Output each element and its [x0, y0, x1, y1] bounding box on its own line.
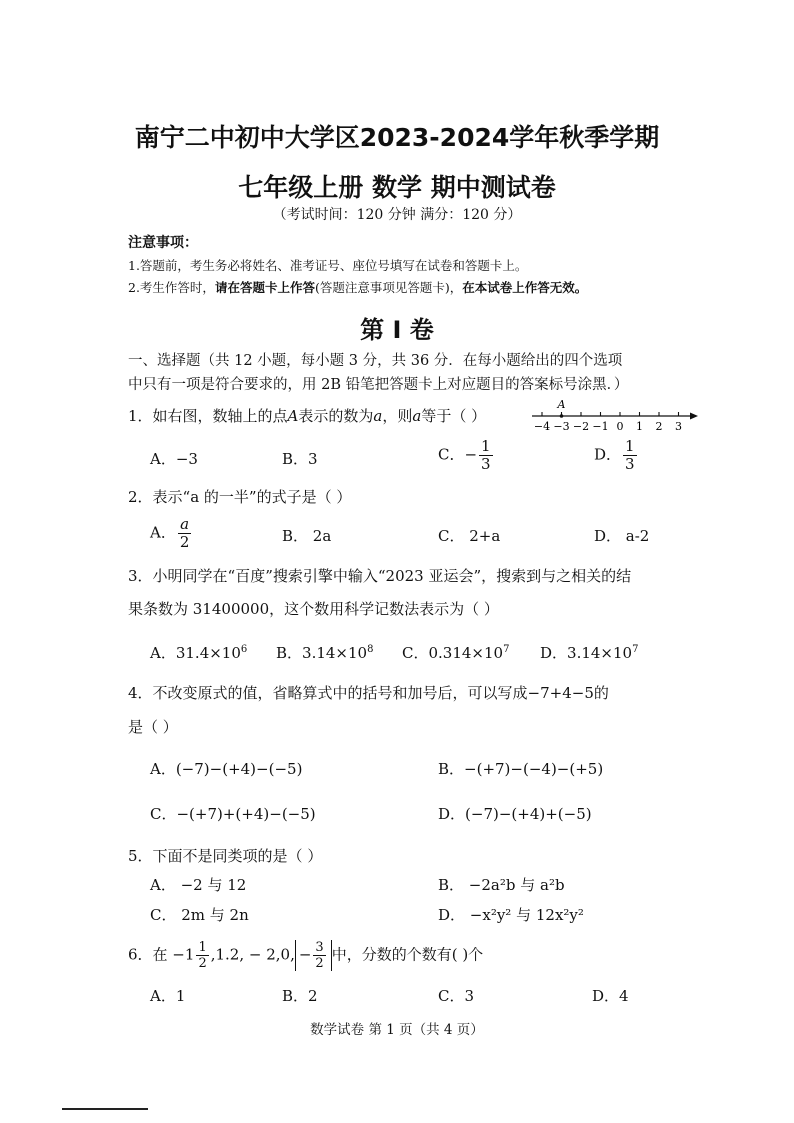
question-6-option-a[interactable]: A．1 — [150, 987, 186, 1005]
question-2-option-c[interactable]: C． 2+a — [438, 527, 501, 545]
page-footer: 数学试卷 第 1 页（共 4 页） — [310, 1022, 484, 1038]
part-title: 第 I 卷 — [360, 316, 434, 344]
section-instruction-line1: 一、选择题（共 12 小题，每小题 3 分，共 36 分．在每小题给出的四个选项 — [128, 353, 623, 369]
question-5-option-a[interactable]: A． −2 与 12 — [150, 876, 247, 894]
question-2-option-d[interactable]: D． a-2 — [594, 527, 650, 545]
number-line-tick-label: 2 — [655, 420, 663, 433]
question-2-option-b[interactable]: B． 2a — [282, 527, 332, 545]
number-line-arrow — [690, 413, 698, 420]
question-4-option-c[interactable]: C．−(+7)+(+4)−(−5) — [150, 805, 316, 823]
question-5-option-d[interactable]: D． −x²y² 与 12x²y² — [438, 906, 584, 924]
number-line-figure — [528, 396, 700, 436]
question-1-option-d[interactable]: D． $\frac{1}{3}$ — [594, 437, 635, 473]
point-a-label: A — [557, 398, 566, 411]
section-instruction-line2: 中只有一项是符合要求的，用 2B 铅笔把答题卡上对应题目的答案标号涂黑．） — [128, 377, 629, 393]
question-3-option-b[interactable]: B．$3.14\times 10^8$ — [276, 644, 374, 662]
question-4-option-a[interactable]: A．(−7)−(+4)−(−5) — [150, 760, 303, 778]
question-4-option-d[interactable]: D．(−7)−(+4)+(−5) — [438, 805, 592, 823]
number-line-tick-label: 1 — [636, 420, 643, 433]
question-1-option-b[interactable]: B．3 — [282, 450, 318, 468]
question-6-stem: 6．在 −1 $\frac{1}{2}$ ,1.2, − 2,0, − $\frac{3}{2}$ 中，分数的个数有( )个 — [128, 940, 484, 971]
exam-title-line2: 七年级上册 数学 期中测试卷 — [238, 173, 556, 202]
question-5-stem: 5．下面不是同类项的是（ ） — [128, 847, 323, 865]
question-5-option-b[interactable]: B． −2a²b 与 a²b — [438, 876, 565, 894]
question-4-option-b[interactable]: B．−(+7)−(−4)−(+5) — [438, 760, 604, 778]
question-1-stem: 1．如右图，数轴上的点A表示的数为a，则a等于（ ） — [128, 407, 487, 425]
number-line-tick-label: −1 — [592, 420, 609, 433]
exam-info: （考试时间：120 分钟 满分：120 分） — [272, 207, 522, 223]
question-6-option-b[interactable]: B．2 — [282, 987, 318, 1005]
notice-item-2: 2.考生作答时，请在答题卡上作答(答题注意事项见答题卡)，在本试卷上作答无效。 — [128, 280, 588, 295]
question-6-option-c[interactable]: C．3 — [438, 987, 475, 1005]
notice-heading: 注意事项： — [128, 235, 198, 251]
question-3-stem-line2: 果条数为 31400000，这个数用科学记数法表示为（ ） — [128, 600, 499, 618]
bottom-rule — [62, 1108, 148, 1110]
number-line-tick-label: 0 — [616, 420, 624, 433]
notice-item-1: 1.答题前，考生务必将姓名、准考证号、座位号填写在试卷和答题卡上。 — [128, 258, 528, 273]
question-5-option-c[interactable]: C． 2m 与 2n — [150, 906, 249, 924]
number-line-tick-label: −3 — [553, 420, 570, 433]
question-2-stem: 2．表示“a 的一半”的式子是（ ） — [128, 488, 352, 506]
question-3-stem-line1: 3．小明同学在“百度”搜索引擎中输入“2023 亚运会”，搜索到与之相关的结 — [128, 567, 632, 585]
question-4-stem-line1: 4．不改变原式的值，省略算式中的括号和加号后，可以写成−7+4−5的 — [128, 684, 609, 702]
point-a-dot — [560, 414, 564, 418]
question-3-option-d[interactable]: D．$3.14\times 10^7$ — [540, 644, 639, 662]
question-4-stem-line2: 是（ ） — [128, 718, 178, 736]
number-line-tick-label: −2 — [572, 420, 590, 433]
question-1-option-a[interactable]: A．−3 — [150, 450, 198, 468]
number-line-tick-label: −4 — [533, 420, 551, 433]
question-1-option-c[interactable]: C．− $\frac{1}{3}$ — [438, 437, 491, 473]
exam-title-line1: 南宁二中初中大学区2023-2024学年秋季学期 — [134, 123, 660, 152]
question-6-option-d[interactable]: D．4 — [592, 987, 629, 1005]
number-line-tick-label: 3 — [675, 420, 682, 433]
question-3-option-a[interactable]: A．$31.4\times 10^6$ — [150, 644, 248, 662]
question-3-option-c[interactable]: C．$0.314\times 10^7$ — [402, 644, 510, 662]
question-2-option-a[interactable]: A． $\frac{a}{2}$ — [150, 515, 190, 551]
